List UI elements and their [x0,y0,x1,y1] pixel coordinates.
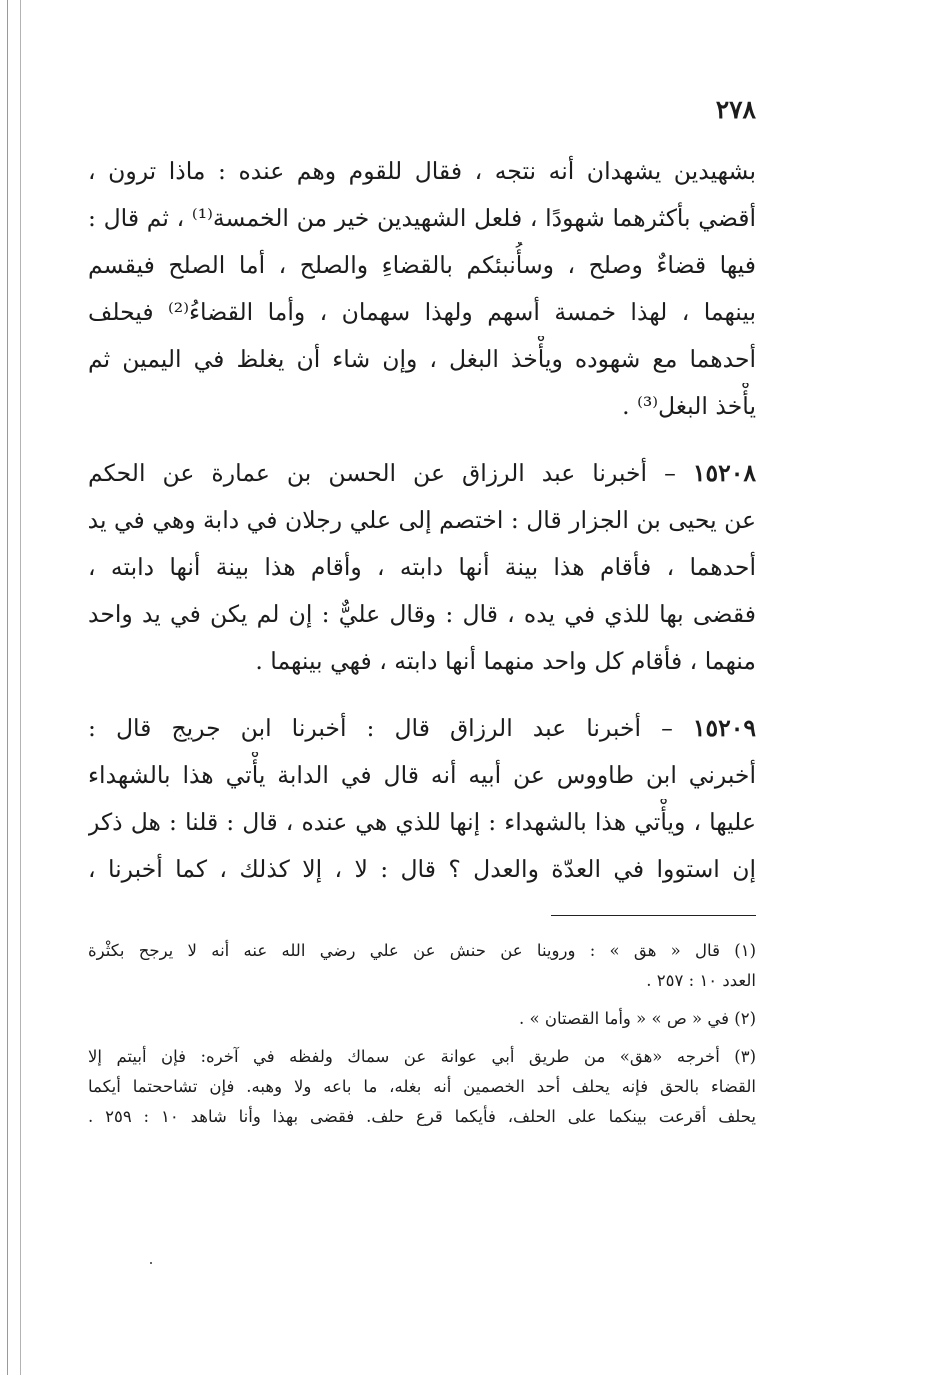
paragraph-15209 [88,705,756,893]
text-line-content: – أخبرنا عبد الرزاق عن الحسن بن عمارة عن الحكم [88,459,676,487]
footnote-line: (٣) أخرجه «هق» من طريق أبي عوانة عن سماك ولفظه في آخره: فإن أبيتم إلا [88,1047,756,1066]
paragraph-1 [88,148,756,430]
text-line: أخبرني ابن طاووس عن أبيه أنه قال في الدابة يأْتي هذا بالشهداء [88,761,756,789]
text-line: أقضي بأكثرهما شهودًا ، فلعل الشهيدين خير من الخمسة⁽¹⁾ ، ثم قال : [88,204,756,232]
paragraph-15208 [88,450,756,685]
footnote-line: (١) قال « هق » : وروينا عن حنش عن علي رضي الله عنه أنه لا يرجح بكثْرة [88,941,756,960]
footnote-3 [88,1042,756,1132]
text-line: عن يحيى بن الجزار قال : اختصم إلى علي رجلان في دابة وهي في يد [88,506,756,534]
footnote-1 [88,936,756,996]
footnote-line: (٢) في « ص » « وأما القصتان » . [519,1009,756,1028]
text-line: أحدهما ، فأقام هذا بينة أنها دابته ، وأقام هذا بينة أنها دابته ، [88,553,756,581]
text-line [88,450,756,497]
text-line-content: – أخبرنا عبد الرزاق قال : أخبرنا ابن جريج قال : [88,714,673,742]
text-line: يأْخذ البغل⁽³⁾ . [622,392,756,420]
footnote-divider [551,915,756,916]
footnote-line: يحلف أقرعت بينكما على الحلف، فأيكما قرع حلف. فقضى بهذا وأنا شاهد ١٠ : ٢٥٩ . [88,1107,756,1126]
text-line: منهما ، فأقام كل واحد منهما أنها دابته ، فهي بينهما . [255,647,756,675]
footnote-2 [88,1004,756,1034]
text-line: أحدهما مع شهوده ويأْخذ البغل ، وإن شاء أن يغلظ في اليمين ثم [88,345,756,373]
scan-margin-line [20,0,21,1375]
footnote-line: العدد ١٠ : ٢٥٧ . [646,971,756,990]
page-number: ٢٧٨ [715,95,756,124]
text-line [88,705,756,752]
book-page [88,95,756,1132]
text-line: عليها ، ويأْتي هذا بالشهداء : إنها للذي هي عنده ، قال : قلنا : هل ذكر [88,808,756,836]
text-line: بشهيدين يشهدان أنه نتجه ، فقال للقوم وهم عنده : ماذا ترون ، [88,157,756,185]
scan-margin-line [7,0,8,1375]
text-line: فقضى بها للذي في يده ، قال : وقال عليٌّ : إن لم يكن في يد واحد [88,600,756,628]
text-line: إن استووا في العدّة والعدل ؟ قال : لا ، إلا كذلك ، كما أخبرنا ، [88,855,756,883]
footnote-line: القضاء بالحق فإنه يحلف أحد الخصمين أنه بغله، ما باعه ولا وهبه. فإن تشاححتما أيكما [88,1077,756,1096]
hadith-number: ١٥٢٠٨ [692,459,756,487]
text-line: بينهما ، لهذا خمسة أسهم ولهذا سهمان ، وأما القضاءُ⁽²⁾ فيحلف [88,298,756,326]
footnotes [88,936,756,1132]
scan-speck [150,1262,152,1264]
text-line: فيها قضاءٌ وصلح ، وسأُنبئكم بالقضاءِ والصلح ، أما الصلح فيقسم [88,251,756,279]
hadith-number: ١٥٢٠٩ [692,714,756,742]
